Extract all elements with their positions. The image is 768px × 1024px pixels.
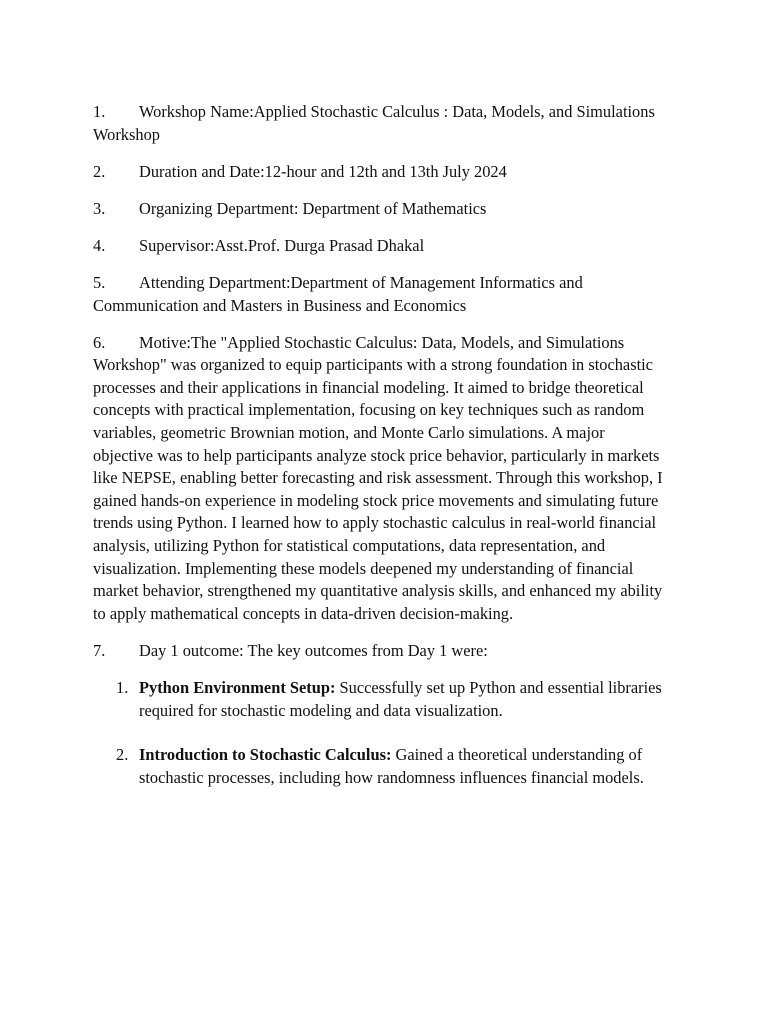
outcome-title: Introduction to Stochastic Calculus: — [139, 745, 392, 765]
item-number: 3. — [93, 198, 106, 218]
item-duration-date — [93, 161, 668, 184]
item-workshop-name — [93, 101, 668, 146]
item-number: 5. — [93, 272, 106, 292]
outcome-text: Successfully set up Python and essential libraries required for stochastic modeling and data visualization. — [139, 677, 662, 720]
outcome-python-setup — [93, 677, 668, 722]
outcome-number: 2. — [116, 745, 129, 765]
item-number: 4. — [93, 235, 106, 255]
item-attending-department — [93, 272, 668, 317]
day1-outcomes-list — [93, 677, 668, 789]
item-supervisor — [93, 235, 668, 258]
item-number: 6. — [93, 332, 106, 352]
item-number: 1. — [93, 102, 106, 121]
item-number: 2. — [93, 161, 106, 181]
item-text: Workshop Name:Applied Stochastic Calculus : Data, Models, and Simulations Workshop — [93, 102, 655, 144]
item-text: Duration and Date:12-hour and 12th and 13th July 2024 — [139, 161, 507, 181]
item-organizing-department — [93, 198, 668, 221]
outcome-title: Python Environment Setup: — [139, 677, 336, 697]
item-text: Attending Department:Department of Management Informatics and Communication and Masters in Business and Economics — [93, 272, 583, 315]
item-text: Motive:The "Applied Stochastic Calculus: Data, Models, and Simulations Workshop" was organized to equip participants with a strong foundation in stochastic processes and their applications in financial modeling. It aimed to bridge theoretical concepts with practical implementation, focusing on key techniques such as random variables, geometric Brownian motion, and Monte Carlo simulations. A major objective was to help participants analyze stock price behavior, particularly in markets like NEPSE, enabling better forecasting and risk assessment. Through this workshop, I gained hands-on experience in modeling stock price movements and simulating future trends using Python. I learned how to apply stochastic calculus in real-world financial analysis, utilizing Python for statistical computations, data representation, and visualization. Implementing these models deepened my understanding of financial market behavior, strengthened my quantitative analysis skills, and enhanced my ability to apply mathematical concepts in data-driven decision-making. — [93, 332, 663, 623]
item-text: Day 1 outcome: The key outcomes from Day 1 were: — [139, 640, 488, 660]
outcome-stochastic-intro — [93, 744, 668, 789]
item-number: 7. — [93, 640, 106, 660]
outcome-number: 1. — [116, 677, 129, 697]
item-text: Supervisor:Asst.Prof. Durga Prasad Dhakal — [139, 235, 425, 255]
item-day1-outcome — [93, 640, 668, 663]
item-text: Organizing Department: Department of Mathematics — [139, 198, 487, 218]
item-motive — [93, 332, 668, 626]
outcome-text: Gained a theoretical understanding of stochastic processes, including how randomness influences financial models. — [139, 745, 644, 787]
